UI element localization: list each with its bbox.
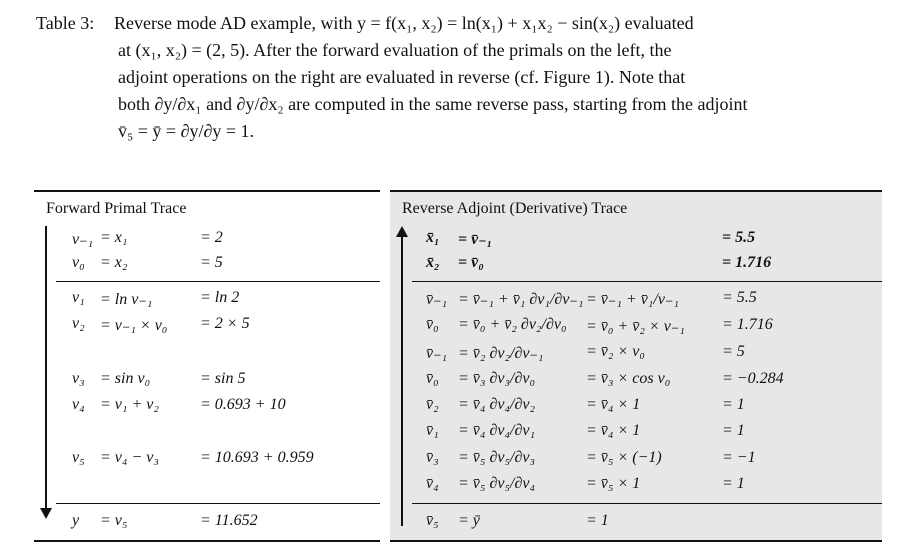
- table-cell: = ln v₋₁: [100, 291, 153, 308]
- section-divider: [56, 281, 380, 282]
- table-cell: v₂: [72, 315, 85, 332]
- table-cell: = v̄₄ ∂v₄/∂v₁: [458, 422, 536, 439]
- table-cell: v̄₀: [426, 316, 439, 333]
- table-cell: = 2: [200, 229, 223, 246]
- reverse-trace-title: Reverse Adjoint (Derivative) Trace: [402, 200, 628, 217]
- table-cell: = v̄₀ + v̄₂ ∂v₂/∂v₀: [458, 316, 567, 333]
- table-cell: = v̄₋₁: [458, 231, 493, 248]
- table-cell: v₅: [72, 449, 85, 466]
- table-cell: = sin 5: [200, 370, 246, 387]
- top-rule: [390, 190, 882, 192]
- caption-label: Table 3:: [36, 13, 95, 33]
- table-row: [34, 229, 380, 253]
- table-cell: = 1: [722, 396, 745, 413]
- table-cell: = 1.716: [722, 316, 773, 333]
- caption-line-1: Reverse mode AD example, with y = f(x₁, x₂) = ln(x₁) + x₁x₂ − sin(x₂) evaluated: [114, 13, 694, 33]
- table-cell: = 1: [722, 422, 745, 439]
- table-cell: x̄₂: [426, 254, 440, 271]
- section-divider: [412, 281, 882, 282]
- table-row: [390, 254, 882, 278]
- table-cell: = v̄₅ × 1: [586, 475, 641, 492]
- table-cell: = 2 × 5: [200, 315, 250, 332]
- table-cell: = v̄₂ ∂v₂/∂v₋₁: [458, 345, 544, 362]
- table-row: [390, 343, 882, 367]
- table-row: [390, 289, 882, 313]
- forward-trace-title: Forward Primal Trace: [46, 200, 187, 217]
- table-cell: = v̄₀: [458, 254, 484, 271]
- table-cell: v̄₅: [426, 512, 439, 529]
- table-cell: = 1: [722, 475, 745, 492]
- table-cell: = v₋₁ × v₀: [100, 317, 168, 334]
- table-cell: = v̄₄ × 1: [586, 396, 641, 413]
- table-cell: = v̄₄ ∂v₄/∂v₂: [458, 396, 536, 413]
- caption-line-5: v̄₅ = ȳ = ∂y/∂y = 1.: [118, 121, 255, 141]
- table-cell: = x₁: [100, 229, 128, 246]
- caption-line-4: both ∂y/∂x₁ and ∂y/∂x₂ are computed in the same reverse pass, starting from the adjoint: [118, 94, 748, 114]
- table-cell: = v̄₅ ∂v₅/∂v₃: [458, 449, 536, 466]
- table-cell: = v₄ − v₃: [100, 449, 159, 466]
- table-row: [390, 475, 882, 499]
- table-cell: = v̄₀ + v̄₂ × v₋₁: [586, 318, 685, 335]
- table-cell: = v₁ + v₂: [100, 396, 159, 413]
- top-rule: [34, 190, 380, 192]
- table-cell: = 11.652: [200, 512, 258, 529]
- table-cell: v₃: [72, 370, 85, 387]
- table-cell: v̄₄: [426, 475, 439, 492]
- table-row: [390, 449, 882, 473]
- table-cell: v̄₁: [426, 422, 439, 439]
- table-row: [390, 316, 882, 340]
- table-cell: v₋₁: [72, 231, 94, 248]
- table-cell: = ȳ: [458, 512, 480, 529]
- table-cell: v₄: [72, 396, 85, 413]
- table-row: [34, 396, 380, 420]
- table-caption: [36, 10, 882, 145]
- bottom-rule: [390, 540, 882, 542]
- table-cell: = v̄₄ × 1: [586, 422, 641, 439]
- table-cell: = v̄₅ ∂v₅/∂v₄: [458, 475, 536, 492]
- table-cell: = ln 2: [200, 289, 240, 306]
- table-cell: = 10.693 + 0.959: [200, 449, 314, 466]
- table-cell: v̄₋₁: [426, 291, 448, 308]
- table-cell: = v̄₅ × (−1): [586, 449, 662, 466]
- table-row: [34, 254, 380, 278]
- table-cell: v₁: [72, 289, 85, 306]
- table-cell: = x₂: [100, 254, 128, 271]
- table-row: [34, 315, 380, 339]
- table-cell: = 1: [586, 512, 609, 529]
- table-row: [390, 512, 882, 536]
- table-row: [34, 289, 380, 313]
- forward-trace-panel: [34, 190, 380, 542]
- table-cell: = v̄₃ × cos v₀: [586, 370, 671, 387]
- table-cell: = −1: [722, 449, 756, 466]
- table-cell: x̄₁: [426, 229, 440, 246]
- reverse-trace-panel: [390, 190, 882, 542]
- table-cell: = sin v₀: [100, 370, 151, 387]
- table-cell: = 5.5: [722, 229, 756, 246]
- table-row: [390, 370, 882, 394]
- table-cell: v̄₀: [426, 370, 439, 387]
- table-cell: = v̄₋₁ + v̄₁ ∂v₁/∂v₋₁: [458, 291, 584, 308]
- table-row: [34, 512, 380, 536]
- table-cell: = v̄₂ × v₀: [586, 343, 645, 360]
- table-row: [34, 449, 380, 473]
- table-cell: = v₅: [100, 512, 128, 529]
- table-row: [390, 422, 882, 446]
- caption-line-2: at (x₁, x₂) = (2, 5). After the forward evaluation of the primals on the left, the: [118, 40, 672, 60]
- section-divider: [56, 503, 380, 504]
- table-cell: y: [72, 512, 80, 529]
- caption-line-3: adjoint operations on the right are evaluated in reverse (cf. Figure 1). Note that: [118, 67, 686, 87]
- section-divider: [412, 503, 882, 504]
- table-cell: = 5: [722, 343, 745, 360]
- table-cell: v̄₃: [426, 449, 439, 466]
- table-row: [34, 370, 380, 394]
- table-cell: v̄₋₁: [426, 345, 448, 362]
- table-cell: = 5: [200, 254, 223, 271]
- table-cell: v̄₂: [426, 396, 439, 413]
- table-row: [390, 229, 882, 253]
- bottom-rule: [34, 540, 380, 542]
- table-cell: v₀: [72, 254, 85, 271]
- table-cell: = 1.716: [722, 254, 772, 271]
- table-cell: = v̄₋₁ + v̄₁/v₋₁: [586, 291, 679, 308]
- table-cell: = v̄₃ ∂v₃/∂v₀: [458, 370, 536, 387]
- table-row: [390, 396, 882, 420]
- table-cell: = −0.284: [722, 370, 784, 387]
- table-cell: = 5.5: [722, 289, 757, 306]
- table-cell: = 0.693 + 10: [200, 396, 286, 413]
